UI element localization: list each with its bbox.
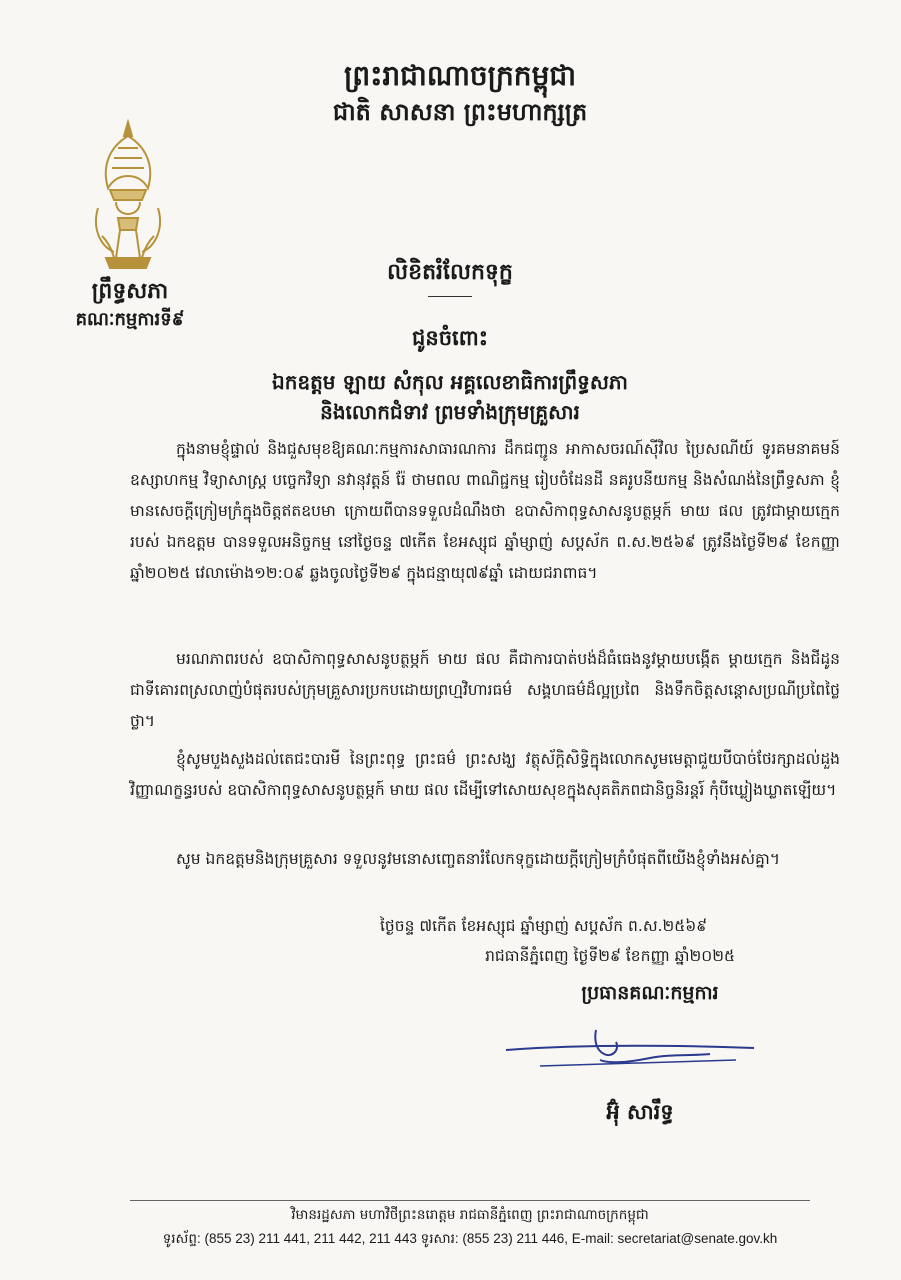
addressee-label: ជូនចំពោះ: [412, 325, 488, 350]
footer-contact: ទូរស័ព្ទ: (855 23) 211 441, 211 442, 211 443 ទូរសារ: (855 23) 211 446, E-mail: secretariat@senate.gov.kh: [162, 1231, 778, 1246]
body-paragraph-4: សូម ឯកឧត្តមនិងក្រុមគ្រួសារ ទទួលនូវមនោសញ្ចេតនារំលែកទុក្ខដោយក្តីក្រៀមក្រំបំផុតពីយើងខ្ញុំទាំងអស់គ្នា។: [176, 850, 780, 868]
issuer-name: ព្រឹទ្ធសភា: [91, 279, 169, 304]
signatory-position: ប្រធានគណៈកម្មការ: [581, 982, 719, 1004]
title-divider: [428, 296, 472, 297]
body-paragraph-3: ខ្ញុំសូមបួងសួងដល់តេជះបារមី នៃព្រះពុទ្ធ ព្រះធម៌ ព្រះសង្ឃ វត្ថុស័ក្តិសិទ្ធិក្នុងលោកសូមមេត្តាជួយបីបាច់ថែរក្សាដល់ដួងវិញ្ញាណក្ខន្ធរបស់ ឧបាសិកាពុទ្ធសាសនូបត្ថម្ភក៍ មាយ ផល ដើម្បីទៅសោយសុខក្នុងសុគតិភពជានិច្ចនិរន្តរ៍ កុំបីឃ្លៀងឃ្លាតឡើយ។: [130, 750, 840, 799]
body-paragraph-1: ក្នុងនាមខ្ញុំផ្ទាល់ និងជួសមុខឱ្យគណៈកម្មការសាធារណការ ដឹកជញ្ជូន អាកាសចរណ៍ស៊ីវិល ប្រៃសណីយ៍ ទូរគមនាគមន៍ ឧស្សាហកម្ម វិទ្យាសាស្ត្រ បច្ចេកវិទ្យា នវានុវត្តន៍ រ៉ែ ថាមពល ពាណិជ្ជកម្ម រៀបចំដែនដី នគរូបនីយកម្ម និងសំណង់នៃព្រឹទ្ធសភា ខ្ញុំមានសេចក្តីក្រៀមក្រំក្នុងចិត្តឥតឧបមា ក្រោយពីបានទទួលដំណឹងថា ឧបាសិកាពុទ្ធសាសនូបត្ថម្ភក៍ មាយ ផល ត្រូវជាម្តាយក្មេករបស់ ឯកឧត្តម បានទទួលអនិច្ចកម្ម នៅថ្ងៃចន្ទ ៧កើត ខែអស្សុជ ឆ្នាំម្សាញ់ សប្តស័ក ព.ស.២៥៦៩ ត្រូវនឹងថ្ងៃទី២៩ ខែកញ្ញា ឆ្នាំ២០២៥ វេលាម៉ោង១២:០៩ ឆ្លងចូលថ្ងៃទី២៩ ក្នុងជន្មាយុ៧៩ឆ្នាំ ដោយជរាពាធ។: [130, 440, 840, 582]
body-paragraph-2: មរណភាពរបស់ ឧបាសិកាពុទ្ធសាសនូបត្ថម្ភក៍ មាយ ផល គឺជាការបាត់បង់ដ៏ធំធេងនូវម្តាយបង្កើត ម្តាយក្មេក និងជីដូនជាទីគោរពស្រលាញ់បំផុតរបស់ក្រុមគ្រួសារប្រកបដោយព្រហ្មវិហារធម៌ សង្គហធម៌ដ៏ល្អប្រពៃ និងទឹកចិត្តសន្តោសប្រណីប្រពៃថ្លៃថ្លា។: [130, 650, 840, 730]
national-motto: ជាតិ សាសនា ព្រះមហាក្សត្រ: [332, 97, 588, 126]
solar-date: រាជធានីភ្នំពេញ ថ្ងៃទី២៩ ខែកញ្ញា ឆ្នាំ២០២៥: [485, 947, 735, 965]
handwritten-signature: [500, 1020, 760, 1090]
document-title: លិខិតរំលែកទុក្ខ: [387, 259, 513, 285]
kingdom-heading: ព្រះរាជាណាចក្រកម្ពុជា: [343, 59, 576, 92]
lunar-date: ថ្ងៃចន្ទ ៧កើត ខែអស្សុជ ឆ្នាំម្សាញ់ សប្តស័ក ព.ស.២៥៦៩: [380, 917, 708, 935]
recipient-line-1: ឯកឧត្តម ឡាយ សំកុល អគ្គលេខាធិការព្រឹទ្ធសភា: [272, 370, 628, 394]
recipient-line-2: និងលោកជំទាវ ព្រមទាំងក្រុមគ្រួសារ: [320, 400, 580, 424]
issuer-committee: គណៈកម្មការទី៩: [75, 309, 185, 330]
signer-name: អ៊ុំ សារឹទ្ធ: [606, 1100, 674, 1124]
footer-divider: [130, 1200, 810, 1201]
senate-emblem-icon: [88, 118, 168, 278]
footer-address: វិមានរដ្ឋសភា មហាវិថីព្រះនរោត្តម រាជធានីភ្នំពេញ ព្រះរាជាណាចក្រកម្ពុជា: [291, 1207, 649, 1223]
